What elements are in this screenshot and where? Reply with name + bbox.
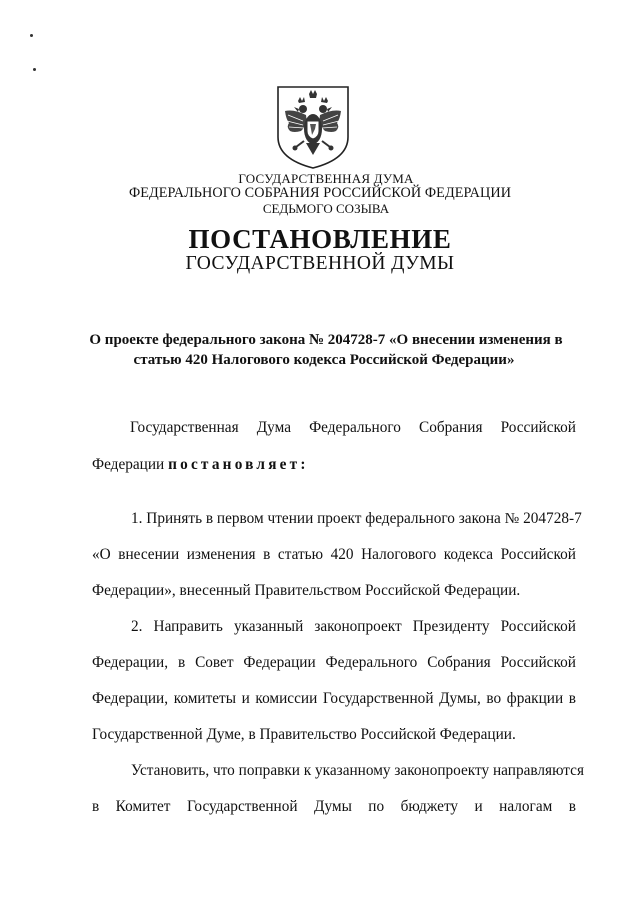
- word: Федерального: [325, 654, 418, 671]
- word: кодекса: [443, 546, 494, 563]
- item3-line-1: Установить, что поправки к указанному законопроекту направляются: [131, 762, 585, 779]
- intro-federation: Федерации: [92, 456, 165, 473]
- word: Российской: [500, 618, 576, 635]
- word: комиссии: [255, 690, 318, 707]
- word: Президенту: [412, 618, 490, 635]
- word: Федерального: [309, 419, 401, 436]
- word: в: [568, 798, 576, 815]
- word: 2.: [131, 618, 143, 635]
- document-subtitle: ГОСУДАРСТВЕННОЙ ДУМЫ: [185, 253, 455, 274]
- word: комитеты: [173, 690, 237, 707]
- word: внесении: [118, 546, 180, 563]
- org-line-3: СЕДЬМОГО СОЗЫВА: [262, 201, 390, 216]
- word: Собрания: [427, 654, 491, 671]
- word: в: [568, 690, 576, 707]
- double-headed-eagle-icon: [276, 85, 350, 170]
- word: Федерации,: [92, 654, 169, 671]
- word: «О: [92, 546, 111, 563]
- item1-line-3: Федерации», внесенный Правительством Российской Федерации.: [92, 582, 521, 599]
- item1-line-2: [92, 545, 576, 565]
- word: Российской: [500, 654, 576, 671]
- word: Комитет: [115, 798, 171, 815]
- word: изменения: [186, 546, 256, 563]
- word: Российской: [500, 546, 576, 563]
- word: Федерации,: [92, 690, 169, 707]
- word: и: [241, 690, 250, 707]
- word: статью: [277, 546, 324, 563]
- word: Государственной: [186, 798, 298, 815]
- word: Собрания: [419, 419, 483, 436]
- scan-speck: [33, 68, 36, 71]
- word: Думы: [314, 798, 352, 815]
- item1-line-1: 1. Принять в первом чтении проект федерального закона № 204728-7: [131, 510, 582, 527]
- word: Направить: [153, 618, 223, 635]
- intro-verb: постановляет:: [168, 456, 309, 473]
- coat-of-arms-emblem: [276, 85, 350, 170]
- scan-speck: [30, 34, 33, 37]
- item3-line-2: [92, 797, 576, 817]
- word: и: [474, 798, 483, 815]
- word: Государственной: [322, 690, 434, 707]
- intro-line-2: [92, 455, 309, 475]
- word: 420: [330, 546, 354, 563]
- word: Федерации: [243, 654, 316, 671]
- item2-line-4: Государственной Думе, в Правительство Российской Федерации.: [92, 726, 516, 743]
- word: Думы,: [439, 690, 481, 707]
- subject-line-2: статью 420 Налогового кодекса Российской Федерации»: [133, 352, 515, 368]
- word: указанный: [233, 618, 304, 635]
- word: налогам: [499, 798, 553, 815]
- document-title: ПОСТАНОВЛЕНИЕ: [188, 224, 452, 254]
- word: Государственная: [130, 419, 239, 436]
- word: в: [92, 798, 100, 815]
- org-line-2: ФЕДЕРАЛЬНОГО СОБРАНИЯ РОССИЙСКОЙ ФЕДЕРАЦИИ: [128, 185, 512, 201]
- word: законопроект: [314, 618, 402, 635]
- word: в: [263, 546, 271, 563]
- item2-line-1: [131, 617, 576, 637]
- org-line-1: ГОСУДАРСТВЕННАЯ ДУМА: [238, 171, 414, 186]
- subject-line-1: О проекте федерального закона № 204728-7 «О внесении изменения в: [89, 332, 563, 348]
- word: Совет: [195, 654, 234, 671]
- word: во: [486, 690, 502, 707]
- item2-line-2: [92, 653, 576, 673]
- word: в: [177, 654, 186, 671]
- word: бюджету: [400, 798, 459, 815]
- word: фракции: [506, 690, 564, 707]
- intro-line-1: [130, 418, 576, 438]
- item2-line-3: [92, 689, 576, 709]
- word: Налогового: [361, 546, 437, 563]
- word: Российской: [500, 419, 576, 436]
- word: Дума: [256, 419, 291, 436]
- word: по: [368, 798, 385, 815]
